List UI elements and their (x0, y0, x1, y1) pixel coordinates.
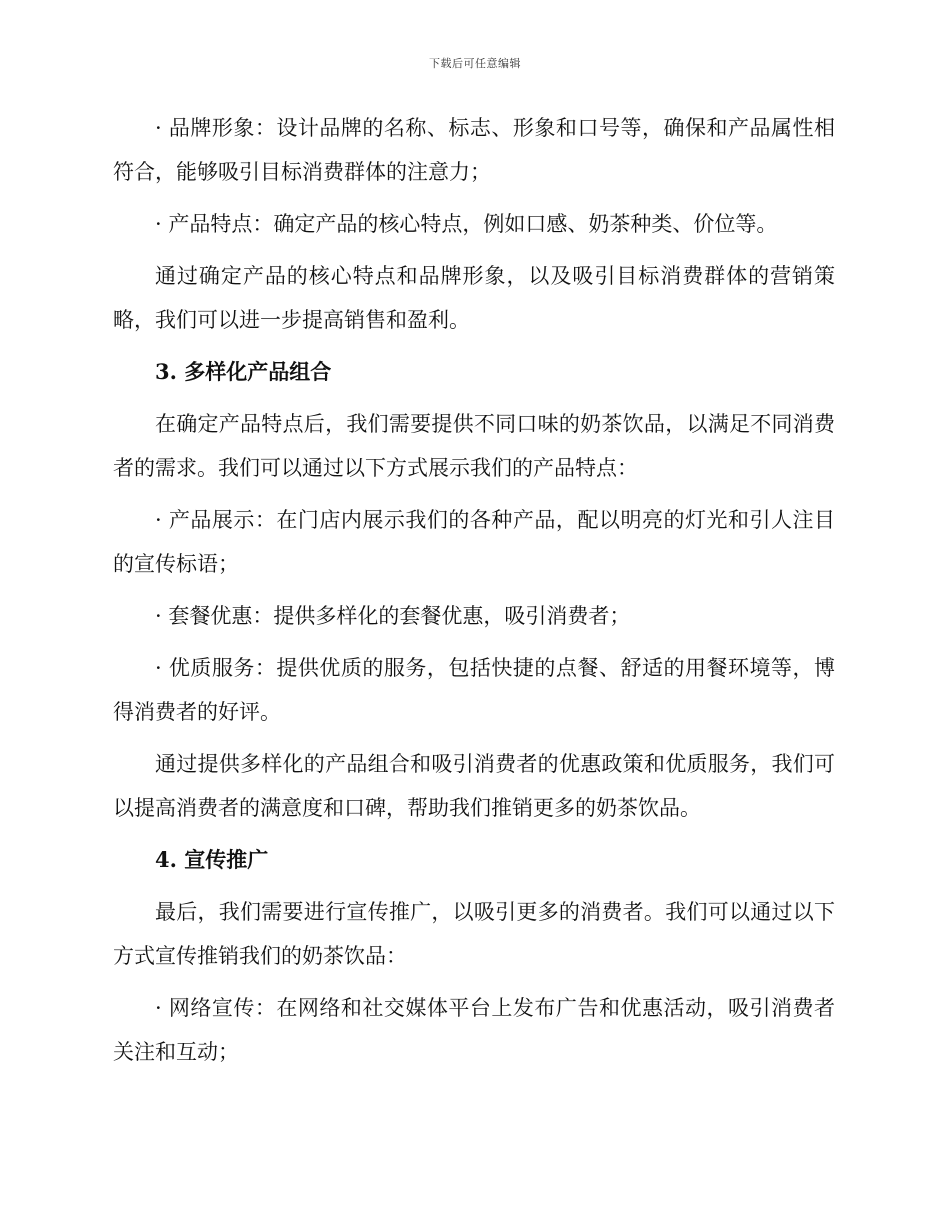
document-body (113, 106, 835, 1074)
bullet-quality-service: · 优质服务：提供优质的服务，包括快捷的点餐、舒适的用餐环境等，博得消费者的好评。 (113, 656, 835, 724)
paragraph-intro-4: 最后，我们需要进行宣传推广，以吸引更多的消费者。我们可以通过以下方式宣传推销我们的奶茶饮品： (113, 900, 835, 968)
section-heading-4: 4. 宣传推广 (155, 847, 269, 872)
paragraph-summary-1: 通过确定产品的核心特点和品牌形象，以及吸引目标消费群体的营销策略，我们可以进一步提高销售和盈利。 (113, 264, 835, 332)
bullet-brand-image: · 品牌形象：设计品牌的名称、标志、形象和口号等，确保和产品属性相符合，能够吸引目标消费群体的注意力； (113, 116, 835, 184)
bullet-product-features: · 产品特点：确定产品的核心特点，例如口感、奶茶种类、价位等。 (155, 212, 778, 236)
bullet-online-promotion: · 网络宣传：在网络和社交媒体平台上发布广告和优惠活动，吸引消费者关注和互动； (113, 996, 835, 1064)
paragraph-summary-3: 通过提供多样化的产品组合和吸引消费者的优惠政策和优质服务，我们可以提高消费者的满意度和口碑，帮助我们推销更多的奶茶饮品。 (113, 752, 835, 820)
paragraph-intro-3: 在确定产品特点后，我们需要提供不同口味的奶茶饮品，以满足不同消费者的需求。我们可以通过以下方式展示我们的产品特点： (113, 412, 835, 480)
section-heading-3: 3. 多样化产品组合 (155, 359, 332, 384)
bullet-combo-discount: · 套餐优惠：提供多样化的套餐优惠，吸引消费者； (155, 604, 631, 628)
bullet-product-display: · 产品展示：在门店内展示我们的各种产品，配以明亮的灯光和引人注目的宣传标语； (113, 508, 835, 576)
page-header: 下载后可任意编辑 (429, 57, 521, 70)
